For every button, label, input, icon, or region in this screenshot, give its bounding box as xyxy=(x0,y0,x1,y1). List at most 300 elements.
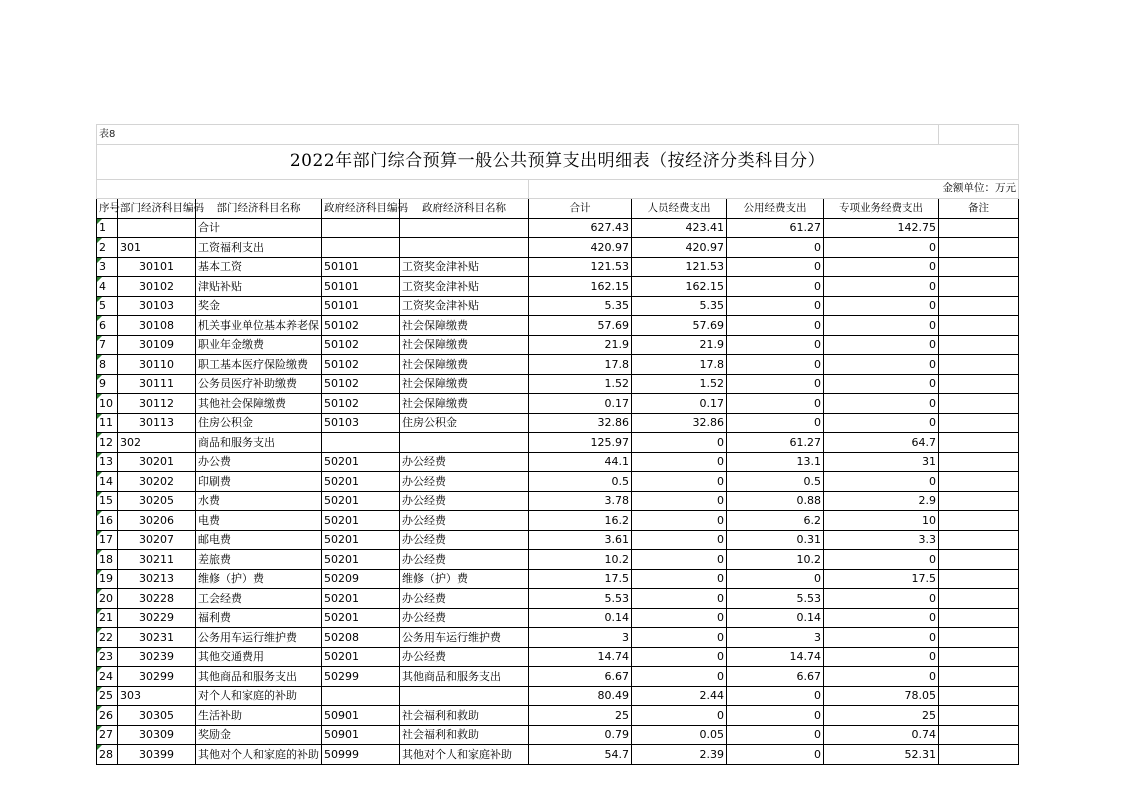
cell-dept-name: 工资福利支出 xyxy=(196,238,322,258)
cell-seq: 21 xyxy=(97,608,118,628)
cell-public: 14.74 xyxy=(727,647,824,667)
header-note: 备注 xyxy=(939,199,1019,219)
cell-gov-code: 50999 xyxy=(322,745,400,765)
cell-public: 0 xyxy=(727,355,824,375)
cell-dept-name: 邮电费 xyxy=(196,530,322,550)
cell-personnel: 0 xyxy=(632,433,727,453)
cell-total: 57.69 xyxy=(529,316,632,336)
cell-total: 14.74 xyxy=(529,647,632,667)
cell-total: 5.35 xyxy=(529,296,632,316)
cell-dept-name: 津贴补贴 xyxy=(196,277,322,297)
table-row xyxy=(97,335,1019,355)
cell-personnel: 32.86 xyxy=(632,413,727,433)
cell-gov-code: 50101 xyxy=(322,296,400,316)
cell-personnel: 5.35 xyxy=(632,296,727,316)
cell-gov-name: 工资奖金津补贴 xyxy=(400,257,529,277)
cell-total: 121.53 xyxy=(529,257,632,277)
cell-personnel: 0 xyxy=(632,589,727,609)
page-title: 2022年部门综合预算一般公共预算支出明细表（按经济分类科目分） xyxy=(97,144,1019,179)
table-row xyxy=(97,550,1019,570)
table-row xyxy=(97,686,1019,706)
cell-total: 0.17 xyxy=(529,394,632,414)
cell-note xyxy=(939,452,1019,472)
cell-gov-name: 办公经费 xyxy=(400,608,529,628)
cell-note xyxy=(939,725,1019,745)
table-row xyxy=(97,745,1019,765)
cell-dept-name: 办公费 xyxy=(196,452,322,472)
header-seq: 序号 xyxy=(97,199,118,219)
cell-special: 0 xyxy=(824,238,939,258)
cell-gov-name: 社会保障缴费 xyxy=(400,355,529,375)
cell-total: 1.52 xyxy=(529,374,632,394)
cell-public: 13.1 xyxy=(727,452,824,472)
cell-gov-name xyxy=(400,238,529,258)
cell-dept-name: 电费 xyxy=(196,511,322,531)
cell-dept-name: 住房公积金 xyxy=(196,413,322,433)
cell-seq: 9 xyxy=(97,374,118,394)
table-row xyxy=(97,394,1019,414)
cell-dept-name: 水费 xyxy=(196,491,322,511)
cell-personnel: 0 xyxy=(632,550,727,570)
cell-gov-name: 公务用车运行维护费 xyxy=(400,628,529,648)
table-row xyxy=(97,608,1019,628)
cell-dept-code: 30239 xyxy=(118,647,196,667)
cell-personnel: 0 xyxy=(632,608,727,628)
cell-special: 3.3 xyxy=(824,530,939,550)
table-body xyxy=(97,218,1019,764)
cell-total: 6.67 xyxy=(529,667,632,687)
table-row xyxy=(97,647,1019,667)
cell-personnel: 423.41 xyxy=(632,218,727,238)
cell-total: 17.8 xyxy=(529,355,632,375)
cell-note xyxy=(939,686,1019,706)
cell-special: 0 xyxy=(824,413,939,433)
cell-public: 0 xyxy=(727,277,824,297)
cell-gov-name: 办公经费 xyxy=(400,511,529,531)
cell-seq: 17 xyxy=(97,530,118,550)
cell-special: 17.5 xyxy=(824,569,939,589)
cell-note xyxy=(939,277,1019,297)
cell-special: 52.31 xyxy=(824,745,939,765)
cell-note xyxy=(939,667,1019,687)
cell-gov-code: 50201 xyxy=(322,608,400,628)
cell-personnel: 0.05 xyxy=(632,725,727,745)
cell-public: 0.31 xyxy=(727,530,824,550)
cell-seq: 8 xyxy=(97,355,118,375)
cell-dept-code: 30102 xyxy=(118,277,196,297)
cell-seq: 12 xyxy=(97,433,118,453)
cell-note xyxy=(939,589,1019,609)
cell-seq: 16 xyxy=(97,511,118,531)
cell-public: 0 xyxy=(727,238,824,258)
cell-public: 6.2 xyxy=(727,511,824,531)
cell-note xyxy=(939,530,1019,550)
cell-gov-code: 50209 xyxy=(322,569,400,589)
cell-gov-name: 工资奖金津补贴 xyxy=(400,296,529,316)
table-row xyxy=(97,277,1019,297)
cell-total: 420.97 xyxy=(529,238,632,258)
cell-gov-name: 办公经费 xyxy=(400,589,529,609)
cell-dept-code xyxy=(118,218,196,238)
table-row xyxy=(97,706,1019,726)
cell-note xyxy=(939,218,1019,238)
cell-seq: 5 xyxy=(97,296,118,316)
cell-public: 61.27 xyxy=(727,218,824,238)
cell-seq: 26 xyxy=(97,706,118,726)
cell-total: 3 xyxy=(529,628,632,648)
cell-dept-name: 其他交通费用 xyxy=(196,647,322,667)
cell-dept-code: 30299 xyxy=(118,667,196,687)
cell-special: 0 xyxy=(824,608,939,628)
cell-special: 0.74 xyxy=(824,725,939,745)
cell-gov-code: 50201 xyxy=(322,530,400,550)
cell-seq: 3 xyxy=(97,257,118,277)
cell-total: 44.1 xyxy=(529,452,632,472)
cell-gov-name: 办公经费 xyxy=(400,530,529,550)
cell-special: 10 xyxy=(824,511,939,531)
header-gov-name: 政府经济科目名称 xyxy=(400,199,529,219)
sheet-tag-row xyxy=(97,125,1019,145)
cell-gov-code xyxy=(322,218,400,238)
cell-dept-name: 工会经费 xyxy=(196,589,322,609)
cell-dept-name: 合计 xyxy=(196,218,322,238)
cell-dept-name: 其他社会保障缴费 xyxy=(196,394,322,414)
table-row xyxy=(97,569,1019,589)
cell-dept-code: 30108 xyxy=(118,316,196,336)
cell-public: 0.14 xyxy=(727,608,824,628)
cell-gov-code: 50201 xyxy=(322,647,400,667)
table-row xyxy=(97,238,1019,258)
cell-seq: 2 xyxy=(97,238,118,258)
cell-total: 32.86 xyxy=(529,413,632,433)
cell-special: 25 xyxy=(824,706,939,726)
cell-dept-code: 30206 xyxy=(118,511,196,531)
cell-personnel: 0 xyxy=(632,452,727,472)
cell-personnel: 17.8 xyxy=(632,355,727,375)
cell-personnel: 0.17 xyxy=(632,394,727,414)
table-row xyxy=(97,218,1019,238)
table-row xyxy=(97,725,1019,745)
table-row xyxy=(97,413,1019,433)
cell-dept-name: 基本工资 xyxy=(196,257,322,277)
cell-personnel: 0 xyxy=(632,647,727,667)
cell-seq: 11 xyxy=(97,413,118,433)
cell-note xyxy=(939,550,1019,570)
cell-dept-code: 30110 xyxy=(118,355,196,375)
cell-special: 2.9 xyxy=(824,491,939,511)
header-dept-name: 部门经济科目名称 xyxy=(196,199,322,219)
cell-personnel: 0 xyxy=(632,706,727,726)
cell-seq: 18 xyxy=(97,550,118,570)
header-row xyxy=(97,199,1019,219)
cell-gov-name xyxy=(400,218,529,238)
cell-total: 25 xyxy=(529,706,632,726)
cell-special: 0 xyxy=(824,316,939,336)
cell-seq: 14 xyxy=(97,472,118,492)
cell-special: 0 xyxy=(824,589,939,609)
cell-personnel: 2.44 xyxy=(632,686,727,706)
cell-dept-name: 对个人和家庭的补助 xyxy=(196,686,322,706)
cell-personnel: 0 xyxy=(632,491,727,511)
cell-special: 0 xyxy=(824,355,939,375)
cell-gov-code xyxy=(322,433,400,453)
cell-total: 162.15 xyxy=(529,277,632,297)
cell-total: 17.5 xyxy=(529,569,632,589)
cell-public: 0 xyxy=(727,569,824,589)
cell-note xyxy=(939,491,1019,511)
cell-dept-code: 30305 xyxy=(118,706,196,726)
cell-gov-name: 社会保障缴费 xyxy=(400,316,529,336)
cell-seq: 4 xyxy=(97,277,118,297)
cell-seq: 19 xyxy=(97,569,118,589)
cell-total: 5.53 xyxy=(529,589,632,609)
cell-note xyxy=(939,413,1019,433)
table-row xyxy=(97,316,1019,336)
cell-gov-code: 50201 xyxy=(322,550,400,570)
cell-gov-code xyxy=(322,238,400,258)
cell-dept-code: 30231 xyxy=(118,628,196,648)
table-row xyxy=(97,511,1019,531)
cell-special: 0 xyxy=(824,472,939,492)
cell-gov-name: 工资奖金津补贴 xyxy=(400,277,529,297)
cell-note xyxy=(939,433,1019,453)
cell-gov-code: 50201 xyxy=(322,589,400,609)
cell-personnel: 1.52 xyxy=(632,374,727,394)
cell-gov-code: 50201 xyxy=(322,491,400,511)
cell-dept-name: 差旅费 xyxy=(196,550,322,570)
cell-dept-code: 30113 xyxy=(118,413,196,433)
cell-note xyxy=(939,238,1019,258)
cell-dept-name: 其他对个人和家庭的补助 xyxy=(196,745,322,765)
cell-total: 16.2 xyxy=(529,511,632,531)
header-total: 合计 xyxy=(529,199,632,219)
cell-dept-name: 职业年金缴费 xyxy=(196,335,322,355)
table-row xyxy=(97,491,1019,511)
cell-total: 80.49 xyxy=(529,686,632,706)
cell-special: 0 xyxy=(824,335,939,355)
cell-note xyxy=(939,472,1019,492)
cell-gov-name: 社会福利和救助 xyxy=(400,725,529,745)
cell-gov-code: 50299 xyxy=(322,667,400,687)
table-row xyxy=(97,667,1019,687)
cell-gov-name: 住房公积金 xyxy=(400,413,529,433)
cell-dept-code: 30101 xyxy=(118,257,196,277)
cell-dept-code: 301 xyxy=(118,238,196,258)
cell-gov-name xyxy=(400,686,529,706)
cell-note xyxy=(939,296,1019,316)
cell-gov-code: 50201 xyxy=(322,511,400,531)
header-personnel: 人员经费支出 xyxy=(632,199,727,219)
cell-gov-code: 50901 xyxy=(322,706,400,726)
cell-personnel: 0 xyxy=(632,569,727,589)
cell-dept-code: 30112 xyxy=(118,394,196,414)
cell-gov-name: 其他对个人和家庭补助 xyxy=(400,745,529,765)
table-row xyxy=(97,257,1019,277)
budget-table xyxy=(96,124,1019,765)
cell-public: 0 xyxy=(727,725,824,745)
cell-gov-name: 办公经费 xyxy=(400,472,529,492)
cell-special: 0 xyxy=(824,394,939,414)
cell-dept-code: 30205 xyxy=(118,491,196,511)
cell-special: 0 xyxy=(824,277,939,297)
cell-public: 0 xyxy=(727,413,824,433)
table-row xyxy=(97,355,1019,375)
cell-public: 0 xyxy=(727,745,824,765)
cell-dept-name: 公务用车运行维护费 xyxy=(196,628,322,648)
cell-dept-code: 30211 xyxy=(118,550,196,570)
cell-dept-name: 奖金 xyxy=(196,296,322,316)
cell-public: 10.2 xyxy=(727,550,824,570)
cell-personnel: 0 xyxy=(632,628,727,648)
cell-total: 3.78 xyxy=(529,491,632,511)
cell-gov-code: 50208 xyxy=(322,628,400,648)
cell-gov-code: 50102 xyxy=(322,394,400,414)
cell-public: 5.53 xyxy=(727,589,824,609)
cell-total: 0.79 xyxy=(529,725,632,745)
cell-public: 0.5 xyxy=(727,472,824,492)
cell-personnel: 0 xyxy=(632,511,727,531)
cell-public: 0 xyxy=(727,257,824,277)
cell-gov-code: 50103 xyxy=(322,413,400,433)
cell-dept-name: 商品和服务支出 xyxy=(196,433,322,453)
cell-dept-code: 30399 xyxy=(118,745,196,765)
cell-seq: 15 xyxy=(97,491,118,511)
cell-special: 0 xyxy=(824,296,939,316)
cell-total: 21.9 xyxy=(529,335,632,355)
cell-note xyxy=(939,335,1019,355)
cell-public: 0 xyxy=(727,394,824,414)
cell-seq: 13 xyxy=(97,452,118,472)
cell-special: 64.7 xyxy=(824,433,939,453)
cell-gov-code: 50102 xyxy=(322,374,400,394)
cell-special: 0 xyxy=(824,550,939,570)
table-row xyxy=(97,589,1019,609)
cell-total: 0.5 xyxy=(529,472,632,492)
cell-dept-code: 303 xyxy=(118,686,196,706)
cell-gov-code xyxy=(322,686,400,706)
cell-gov-name: 社会福利和救助 xyxy=(400,706,529,726)
cell-gov-name: 社会保障缴费 xyxy=(400,394,529,414)
cell-gov-code: 50102 xyxy=(322,355,400,375)
cell-special: 31 xyxy=(824,452,939,472)
cell-note xyxy=(939,647,1019,667)
cell-total: 10.2 xyxy=(529,550,632,570)
cell-special: 0 xyxy=(824,628,939,648)
cell-personnel: 0 xyxy=(632,472,727,492)
cell-dept-name: 职工基本医疗保险缴费 xyxy=(196,355,322,375)
table-row xyxy=(97,433,1019,453)
cell-total: 627.43 xyxy=(529,218,632,238)
cell-personnel: 121.53 xyxy=(632,257,727,277)
cell-dept-name: 维修（护）费 xyxy=(196,569,322,589)
cell-note xyxy=(939,569,1019,589)
cell-personnel: 420.97 xyxy=(632,238,727,258)
cell-dept-name: 生活补助 xyxy=(196,706,322,726)
cell-dept-code: 30228 xyxy=(118,589,196,609)
cell-gov-name: 办公经费 xyxy=(400,647,529,667)
cell-note xyxy=(939,394,1019,414)
header-gov-code: 政府经济科目编码 xyxy=(322,199,400,219)
cell-gov-code: 50901 xyxy=(322,725,400,745)
cell-gov-name: 办公经费 xyxy=(400,491,529,511)
cell-public: 0 xyxy=(727,686,824,706)
cell-special: 0 xyxy=(824,374,939,394)
cell-gov-name: 办公经费 xyxy=(400,452,529,472)
cell-dept-code: 30111 xyxy=(118,374,196,394)
cell-seq: 7 xyxy=(97,335,118,355)
cell-dept-name: 印刷费 xyxy=(196,472,322,492)
cell-special: 0 xyxy=(824,667,939,687)
cell-total: 0.14 xyxy=(529,608,632,628)
cell-dept-code: 302 xyxy=(118,433,196,453)
cell-dept-code: 30229 xyxy=(118,608,196,628)
cell-seq: 24 xyxy=(97,667,118,687)
header-public: 公用经费支出 xyxy=(727,199,824,219)
cell-public: 0 xyxy=(727,296,824,316)
cell-gov-code: 50201 xyxy=(322,452,400,472)
cell-seq: 23 xyxy=(97,647,118,667)
cell-note xyxy=(939,374,1019,394)
cell-seq: 6 xyxy=(97,316,118,336)
cell-public: 0 xyxy=(727,335,824,355)
cell-seq: 27 xyxy=(97,725,118,745)
table-row xyxy=(97,452,1019,472)
sheet-tag: 表8 xyxy=(97,125,939,145)
cell-gov-code: 50101 xyxy=(322,257,400,277)
cell-note xyxy=(939,257,1019,277)
cell-gov-name: 其他商品和服务支出 xyxy=(400,667,529,687)
cell-dept-code: 30202 xyxy=(118,472,196,492)
cell-dept-code: 30207 xyxy=(118,530,196,550)
cell-personnel: 0 xyxy=(632,530,727,550)
cell-dept-name: 机关事业单位基本养老保 xyxy=(196,316,322,336)
cell-personnel: 0 xyxy=(632,667,727,687)
cell-dept-name: 福利费 xyxy=(196,608,322,628)
cell-dept-name: 其他商品和服务支出 xyxy=(196,667,322,687)
cell-special: 142.75 xyxy=(824,218,939,238)
cell-public: 0 xyxy=(727,316,824,336)
header-dept-code: 部门经济科目编码 xyxy=(118,199,196,219)
cell-dept-code: 30213 xyxy=(118,569,196,589)
cell-special: 0 xyxy=(824,257,939,277)
cell-total: 125.97 xyxy=(529,433,632,453)
currency-unit: 金额单位：万元 xyxy=(529,179,1019,199)
cell-public: 3 xyxy=(727,628,824,648)
cell-gov-name: 社会保障缴费 xyxy=(400,374,529,394)
table-row xyxy=(97,296,1019,316)
cell-total: 3.61 xyxy=(529,530,632,550)
cell-public: 0 xyxy=(727,374,824,394)
table-row xyxy=(97,628,1019,648)
cell-public: 0 xyxy=(727,706,824,726)
cell-note xyxy=(939,706,1019,726)
title-row xyxy=(97,144,1019,179)
cell-seq: 20 xyxy=(97,589,118,609)
cell-special: 78.05 xyxy=(824,686,939,706)
cell-personnel: 162.15 xyxy=(632,277,727,297)
cell-dept-code: 30309 xyxy=(118,725,196,745)
cell-note xyxy=(939,316,1019,336)
cell-gov-code: 50102 xyxy=(322,316,400,336)
cell-personnel: 57.69 xyxy=(632,316,727,336)
table-row xyxy=(97,472,1019,492)
cell-dept-code: 30103 xyxy=(118,296,196,316)
cell-note xyxy=(939,355,1019,375)
cell-personnel: 2.39 xyxy=(632,745,727,765)
cell-note xyxy=(939,608,1019,628)
header-special: 专项业务经费支出 xyxy=(824,199,939,219)
cell-public: 0.88 xyxy=(727,491,824,511)
